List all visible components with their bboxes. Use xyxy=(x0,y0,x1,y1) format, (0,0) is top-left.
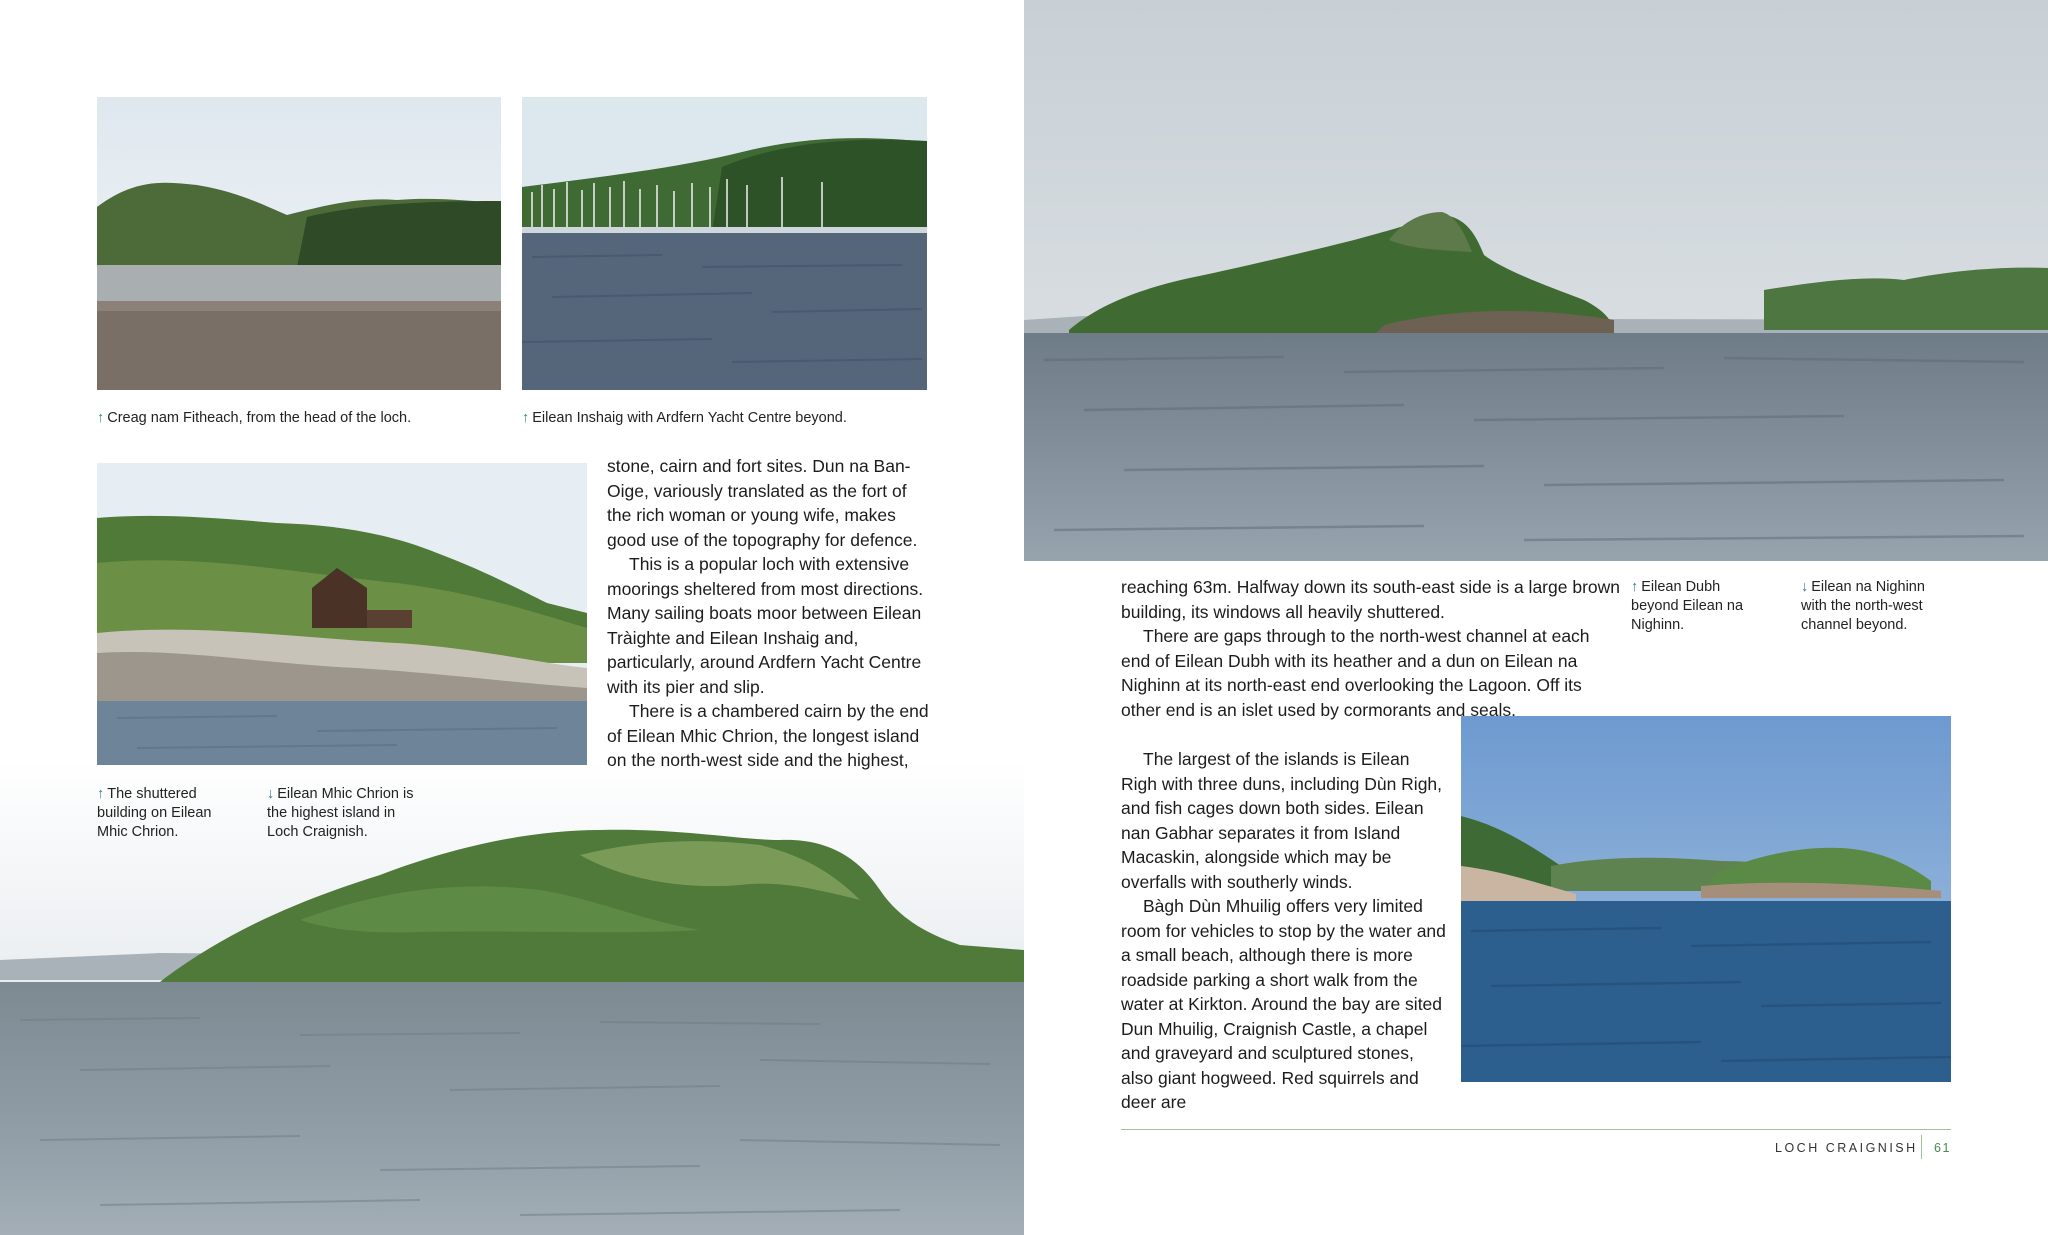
paragraph: stone, cairn and fort sites. Dun na Ban-Oige, variously translated as the fort of the rich woman or young wife, makes good use of the topography for defence. xyxy=(607,456,918,550)
arrow-down-icon: ↓ xyxy=(1801,579,1809,595)
photo-eilean-inshaig xyxy=(522,97,927,390)
running-footer-title: LOCH CRAIGNISH xyxy=(1775,1141,1918,1155)
paragraph: This is a popular loch with extensive moorings sheltered from most directions. Many sailing boats moor between Eilean Tràighte and Eilean Inshaig and, particularly, around Ardfern Yacht Centre with its pier and slip. xyxy=(607,554,924,697)
caption-text: Creag nam Fitheach, from the head of the loch. xyxy=(107,410,412,426)
arrow-up-icon: ↑ xyxy=(97,786,105,802)
footer-separator xyxy=(1921,1135,1922,1159)
caption-text: Eilean Mhic Chrion is the highest island in Loch Craignish. xyxy=(267,786,414,840)
arrow-up-icon: ↑ xyxy=(1631,579,1639,595)
paragraph: There is a chambered cairn by the end of Eilean Mhic Chrion, the longest island on the north-west side and the highest, xyxy=(607,701,929,770)
photo-eilean-na-nighinn xyxy=(1461,716,1951,1082)
photo-creag-nam-fitheach xyxy=(97,97,501,390)
right-body-text-middle xyxy=(1121,624,1596,722)
photo-eilean-dubh xyxy=(1024,0,2048,561)
footer-rule xyxy=(1121,1129,1951,1130)
photo-shuttered-building xyxy=(97,463,587,765)
caption-text: Eilean Inshaig with Ardfern Yacht Centre beyond. xyxy=(532,410,847,426)
right-page xyxy=(1024,0,2048,1235)
left-body-text xyxy=(607,454,930,773)
caption-creag-nam-fitheach xyxy=(97,409,517,428)
arrow-up-icon: ↑ xyxy=(522,410,530,426)
arrow-up-icon: ↑ xyxy=(97,410,105,426)
caption-shuttered-building xyxy=(97,785,237,842)
paragraph: The largest of the islands is Eilean Righ with three duns, including Dùn Righ, and fish cages down both sides. Eilean nan Gabhar separates it from Island Macaskin, alongside which may be overfalls with southerly winds. xyxy=(1121,749,1443,892)
caption-text: Eilean Dubh beyond Eilean na Nighinn. xyxy=(1631,579,1744,633)
caption-text: The shuttered building on Eilean Mhic Chrion. xyxy=(97,786,212,840)
caption-eilean-mhic-chrion xyxy=(267,785,417,842)
caption-eilean-inshaig xyxy=(522,409,942,428)
caption-eilean-dubh xyxy=(1631,578,1761,635)
paragraph: There are gaps through to the north-west channel at each end of Eilean Dubh with its heather and a dun on Eilean na Nighinn at its north-east end overlooking the Lagoon. Off its other end is an islet used by cormorants and seals. xyxy=(1121,626,1590,720)
arrow-down-icon: ↓ xyxy=(267,786,275,802)
caption-text: Eilean na Nighinn with the north-west channel beyond. xyxy=(1801,579,1925,633)
right-body-text-bottom xyxy=(1121,747,1446,1115)
page-number: 61 xyxy=(1934,1141,1951,1155)
paragraph: Bàgh Dùn Mhuilig offers very limited room for vehicles to stop by the water and a small beach, although there is more roadside parking a short walk from the water at Kirkton. Around the bay are sited Dun Mhuilig, Craignish Castle, a chapel and graveyard and sculptured stones, also giant hogweed. Red squirrels and deer are xyxy=(1121,896,1446,1112)
right-body-text-top xyxy=(1121,575,1626,624)
caption-eilean-na-nighinn xyxy=(1801,578,1946,635)
paragraph: reaching 63m. Halfway down its south-east side is a large brown building, its windows all heavily shuttered. xyxy=(1121,577,1620,622)
